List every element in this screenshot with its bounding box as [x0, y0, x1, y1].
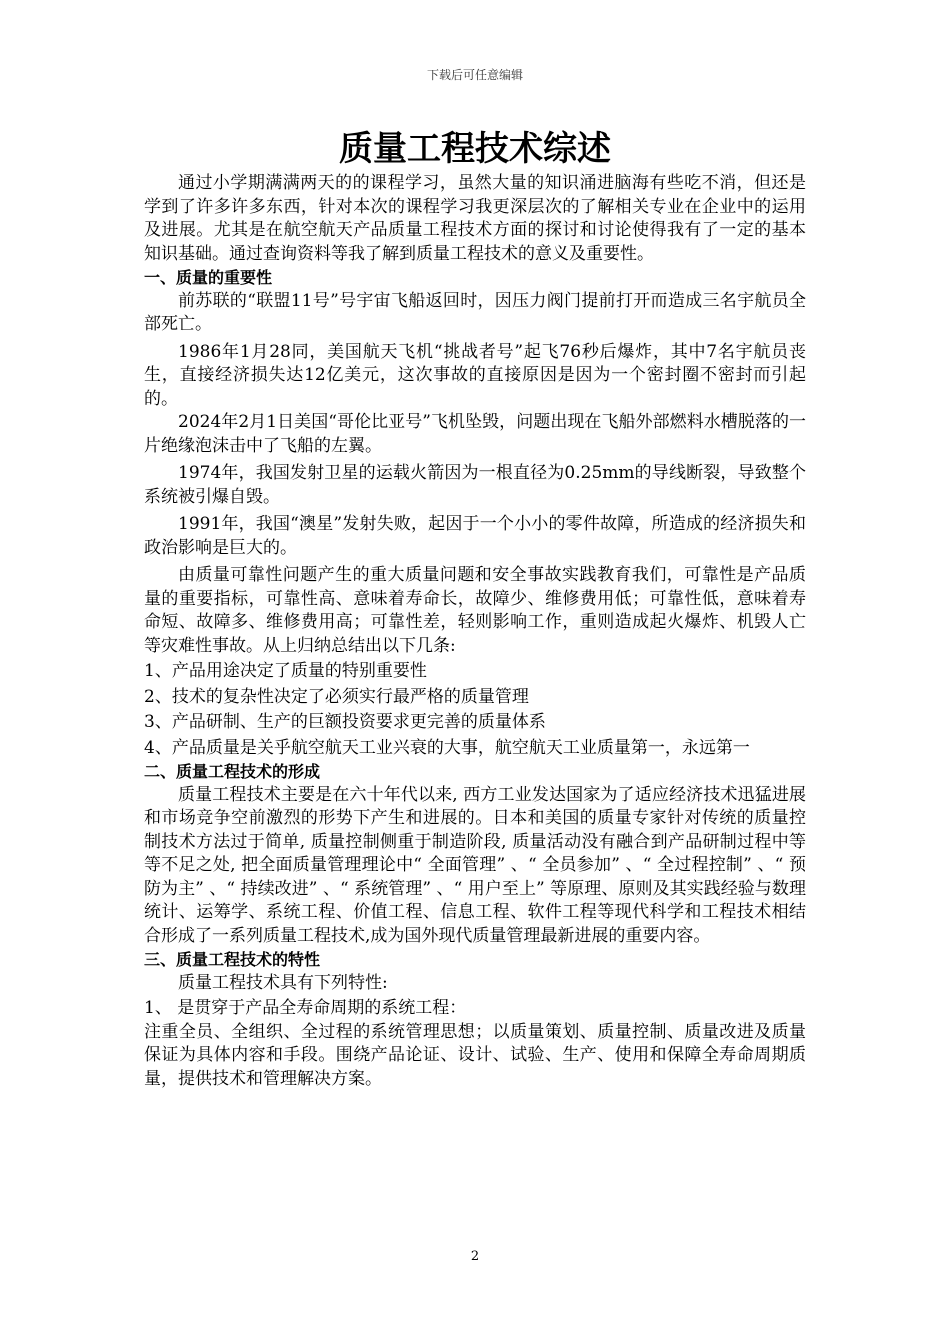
page-header-note: 下载后可任意编辑 [426, 68, 523, 82]
list-item: 1、产品用途决定了质量的特别重要性 [144, 661, 427, 681]
list-item: 2、技术的复杂性决定了必须实行最严格的质量管理 [144, 686, 529, 707]
paragraph: 质量工程技术主要是在六十年代以来, 西方工业发达国家为了适应经济技术迅猛进展和市场竞争空前激烈的形势下产生和进展的。日本和美国的质量专家针对传统的质量控制技术方法过于简单, 质量控制侧重于制造阶段, 质量活动没有融合到产品研制过程中等等不足之处, 把全面质量管理理论中“ 全面管理” 、“ 全员参加” 、“ 全过程控制” 、“ 预防为主” 、“ 持续改进” 、“ 系统管理” 、“ 用户至上” 等原理、原则及其实践经验与数理统计、运筹学、系统工程、价值工程、信息工程、软件工程等现代科学和工程技术相结合形成了一系列质量工程技术,成为国外现代质量管理最新进展的重要内容。 [144, 784, 806, 946]
paragraph: 前苏联的“联盟11号”号宇宙飞船返回时，因压力阀门提前打开而造成三名宇航员全部死亡。 [144, 290, 806, 334]
paragraph: 1986年1月28同，美国航天飞机“挑战者号”起飞76秒后爆炸，其中7名宇航员丧生，直接经济损失达12亿美元，这次事故的直接原因是因为一个密封圈不密封而引起的。 [144, 341, 806, 409]
page-number: 2 [470, 1249, 480, 1264]
paragraph: 注重全员、全组织、全过程的系统管理思想；以质量策划、质量控制、质量改进及质量保证为具体内容和手段。围绕产品论证、设计、试验、生产、使用和保障全寿命周期质量，提供技术和管理解决方案。 [144, 1021, 806, 1089]
section-heading-characteristics: 三、质量工程技术的特性 [144, 950, 321, 969]
paragraph: 1991年，我国“澳星”发射失败，起因于一个小小的零件故障，所造成的经济损失和政治影响是巨大的。 [144, 514, 806, 558]
paragraph: 1974年，我国发射卫星的运载火箭因为一根直径为0.25mm的导线断裂，导致整个系统被引爆自毁。 [144, 463, 806, 507]
list-item: 4、产品质量是关乎航空航天工业兴衰的大事，航空航天工业质量第一，永远第一 [144, 737, 750, 758]
list-item: 1、 是贯穿于产品全寿命周期的系统工程： [144, 998, 467, 1018]
document-title: 质量工程技术综述 [339, 129, 611, 169]
document-body [144, 172, 806, 1091]
paragraph: 由质量可靠性问题产生的重大质量问题和安全事故实践教育我们，可靠性是产品质量的重要指标，可靠性高、意味着寿命长，故障少、维修费用低；可靠性低，意味着寿命短、故障多、维修费用高；可靠性差，轻则影响工作，重则造成起火爆炸、机毁人亡等灾难性事故。从上归纳总结出以下几条: [144, 565, 806, 656]
list-item: 3、产品研制、生产的巨额投资要求更完善的质量体系 [144, 712, 546, 732]
section-heading-importance: 一、质量的重要性 [144, 268, 273, 287]
intro-paragraph: 通过小学期满满两天的的课程学习，虽然大量的知识涌进脑海有些吃不消，但还是学到了许多许多东西，针对本次的课程学习我更深层次的了解相关专业在企业中的运用及进展。尤其是在航空航天产品质量工程技术方面的探讨和讨论使得我有了一定的基本知识基础。通过查询资料等我了解到质量工程技术的意义及重要性。 [144, 173, 806, 264]
paragraph: 质量工程技术具有下列特性: [178, 972, 388, 993]
paragraph: 2024年2月1日美国“哥伦比亚号”飞机坠毁，问题出现在飞船外部燃料水槽脱落的一片绝缘泡沫击中了飞船的左翼。 [144, 412, 806, 456]
section-heading-formation: 二、质量工程技术的形成 [144, 762, 321, 781]
